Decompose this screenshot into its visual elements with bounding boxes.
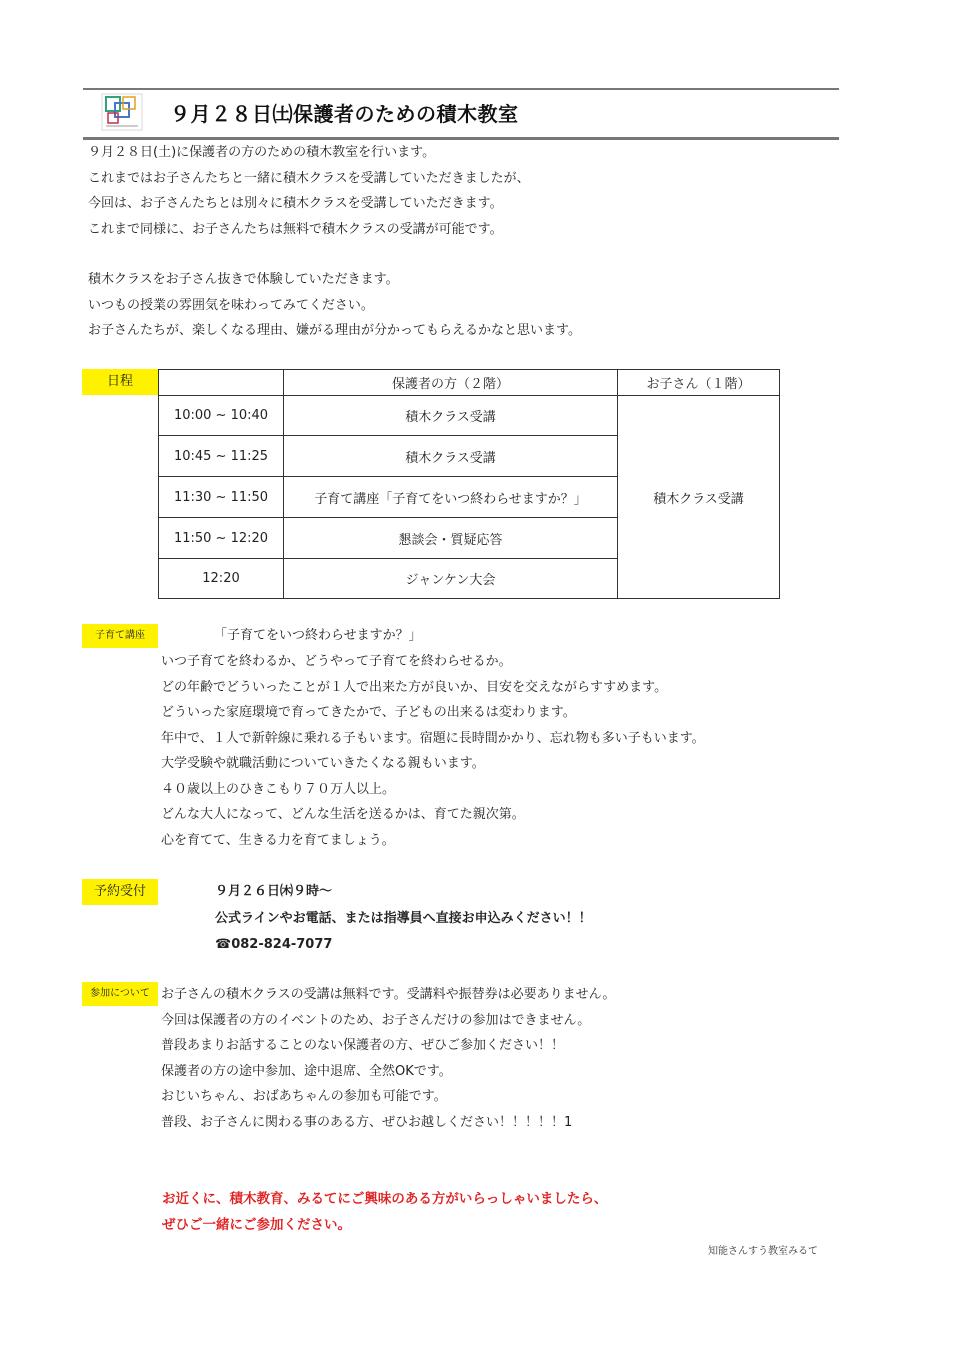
participation-line: 保護者の方の途中参加、途中退席、全然OKです。 (161, 1063, 452, 1079)
participation-line: 今回は保護者の方のイベントのため、お子さんだけの参加はできません。 (161, 1012, 591, 1028)
lecture-line: 心を育てて、生きる力を育てましょう。 (161, 832, 395, 848)
intro-line: お子さんたちが、楽しくなる理由、嫌がる理由が分かってもらえるかなと思います。 (88, 323, 581, 338)
table-row (159, 396, 780, 436)
parent-activity-cell: 積木クラス受講 (284, 436, 618, 477)
intro-line: 今回は、お子さんたちとは別々に積木クラスを受講していただきます。 (88, 196, 503, 211)
reservation-date: ９月２６日㈭９時～ (215, 884, 333, 899)
intro-paragraph (88, 140, 530, 242)
lecture-line: 年中で、１人で新幹線に乗れる子もいます。宿題に長時間かかり、忘れ物も多い子もいます。 (161, 730, 705, 746)
page-title: ９月２８日㈯保護者のための積木教室 (170, 102, 519, 126)
closing-message (162, 1186, 607, 1238)
participation-tag: 参加について (82, 982, 158, 1006)
closing-line: ぜひご一緒にご参加ください。 (162, 1217, 351, 1233)
signature: 知能さんすう教室みるて (708, 1246, 818, 1257)
parent-activity-cell: 子育て講座「子育てをいつ終わらせますか？」 (284, 477, 618, 518)
intro-line: これまではお子さんたちと一緒に積木クラスを受講していただきましたが、 (88, 170, 530, 186)
child-activity-cell: 積木クラス受講 (618, 396, 780, 599)
schedule-tag: 日程 (82, 369, 158, 395)
participation-line: 普段あまりお話することのない保護者の方、ぜひご参加ください！！ (161, 1038, 565, 1053)
lecture-line: どういった家庭環境で育ってきたかで、子どもの出来るは変わります。 (161, 705, 576, 720)
table-header-cell: お子さん（１階） (618, 370, 780, 396)
table-header-cell (159, 370, 284, 396)
participation-line: お子さんの積木クラスの受講は無料です。受講料や振替券は必要ありません。 (161, 987, 616, 1002)
time-cell: 11:30 ~ 11:50 (159, 477, 284, 518)
time-cell: 12:20 (159, 559, 284, 599)
schedule-table (158, 369, 780, 599)
intro-line: いつもの授業の雰囲気を味わってみてください。 (88, 297, 374, 313)
table-header-row (159, 370, 780, 396)
lecture-heading: 「子育てをいつ終わらせますか？」 (214, 628, 422, 643)
intro-line: ９月２８日(土)に保護者の方のための積木教室を行います。 (88, 145, 436, 160)
closing-line: お近くに、積木教育、みるてにご興味のある方がいらっしゃいましたら、 (162, 1191, 608, 1207)
header-top-rule (83, 88, 839, 90)
table-header-cell: 保護者の方（２階） (284, 370, 618, 396)
square-blocks-logo (101, 93, 143, 131)
lecture-line: いつ子育てを終わるか、どうやって子育てを終わらせるか。 (161, 654, 512, 669)
parent-activity-cell: 積木クラス受講 (284, 396, 618, 436)
lecture-line: 大学受験や就職活動についていきたくなる親もいます。 (161, 756, 485, 771)
reservation-phone: ☎082-824-7077 (215, 937, 333, 952)
reservation-details (215, 879, 592, 959)
lecture-tag: 子育て講座 (82, 624, 158, 648)
intro-line: 積木クラスをお子さん抜きで体験していただきます。 (88, 272, 399, 287)
time-cell: 11:50 ~ 12:20 (159, 518, 284, 559)
participation-line: おじいちゃん、おばあちゃんの参加も可能です。 (161, 1089, 447, 1104)
reservation-method: 公式ラインやお電話、または指導員へ直接お申込みください！！ (215, 910, 592, 926)
parent-activity-cell: ジャンケン大会 (284, 559, 618, 599)
time-cell: 10:45 ~ 11:25 (159, 436, 284, 477)
lecture-body (161, 649, 705, 853)
intro-line: これまで同様に、お子さんたちは無料で積木クラスの受講が可能です。 (88, 221, 503, 237)
parent-activity-cell: 懇談会・質疑応答 (284, 518, 618, 559)
intro-paragraph-2 (88, 267, 581, 344)
reservation-tag: 予約受付 (82, 879, 158, 905)
lecture-line: どんな大人になって、どんな生活を送るかは、育てた親次第。 (161, 807, 525, 822)
participation-body (161, 982, 615, 1135)
participation-line: 普段、お子さんに関わる事のある方、ぜひお越しください！！！！！1 (161, 1114, 573, 1130)
lecture-line: ４０歳以上のひきこもり７０万人以上。 (161, 781, 396, 797)
time-cell: 10:00 ~ 10:40 (159, 396, 284, 436)
lecture-line: どの年齢でどういったことが１人で出来た方が良いか、目安を交えながらすすめます。 (161, 679, 668, 695)
